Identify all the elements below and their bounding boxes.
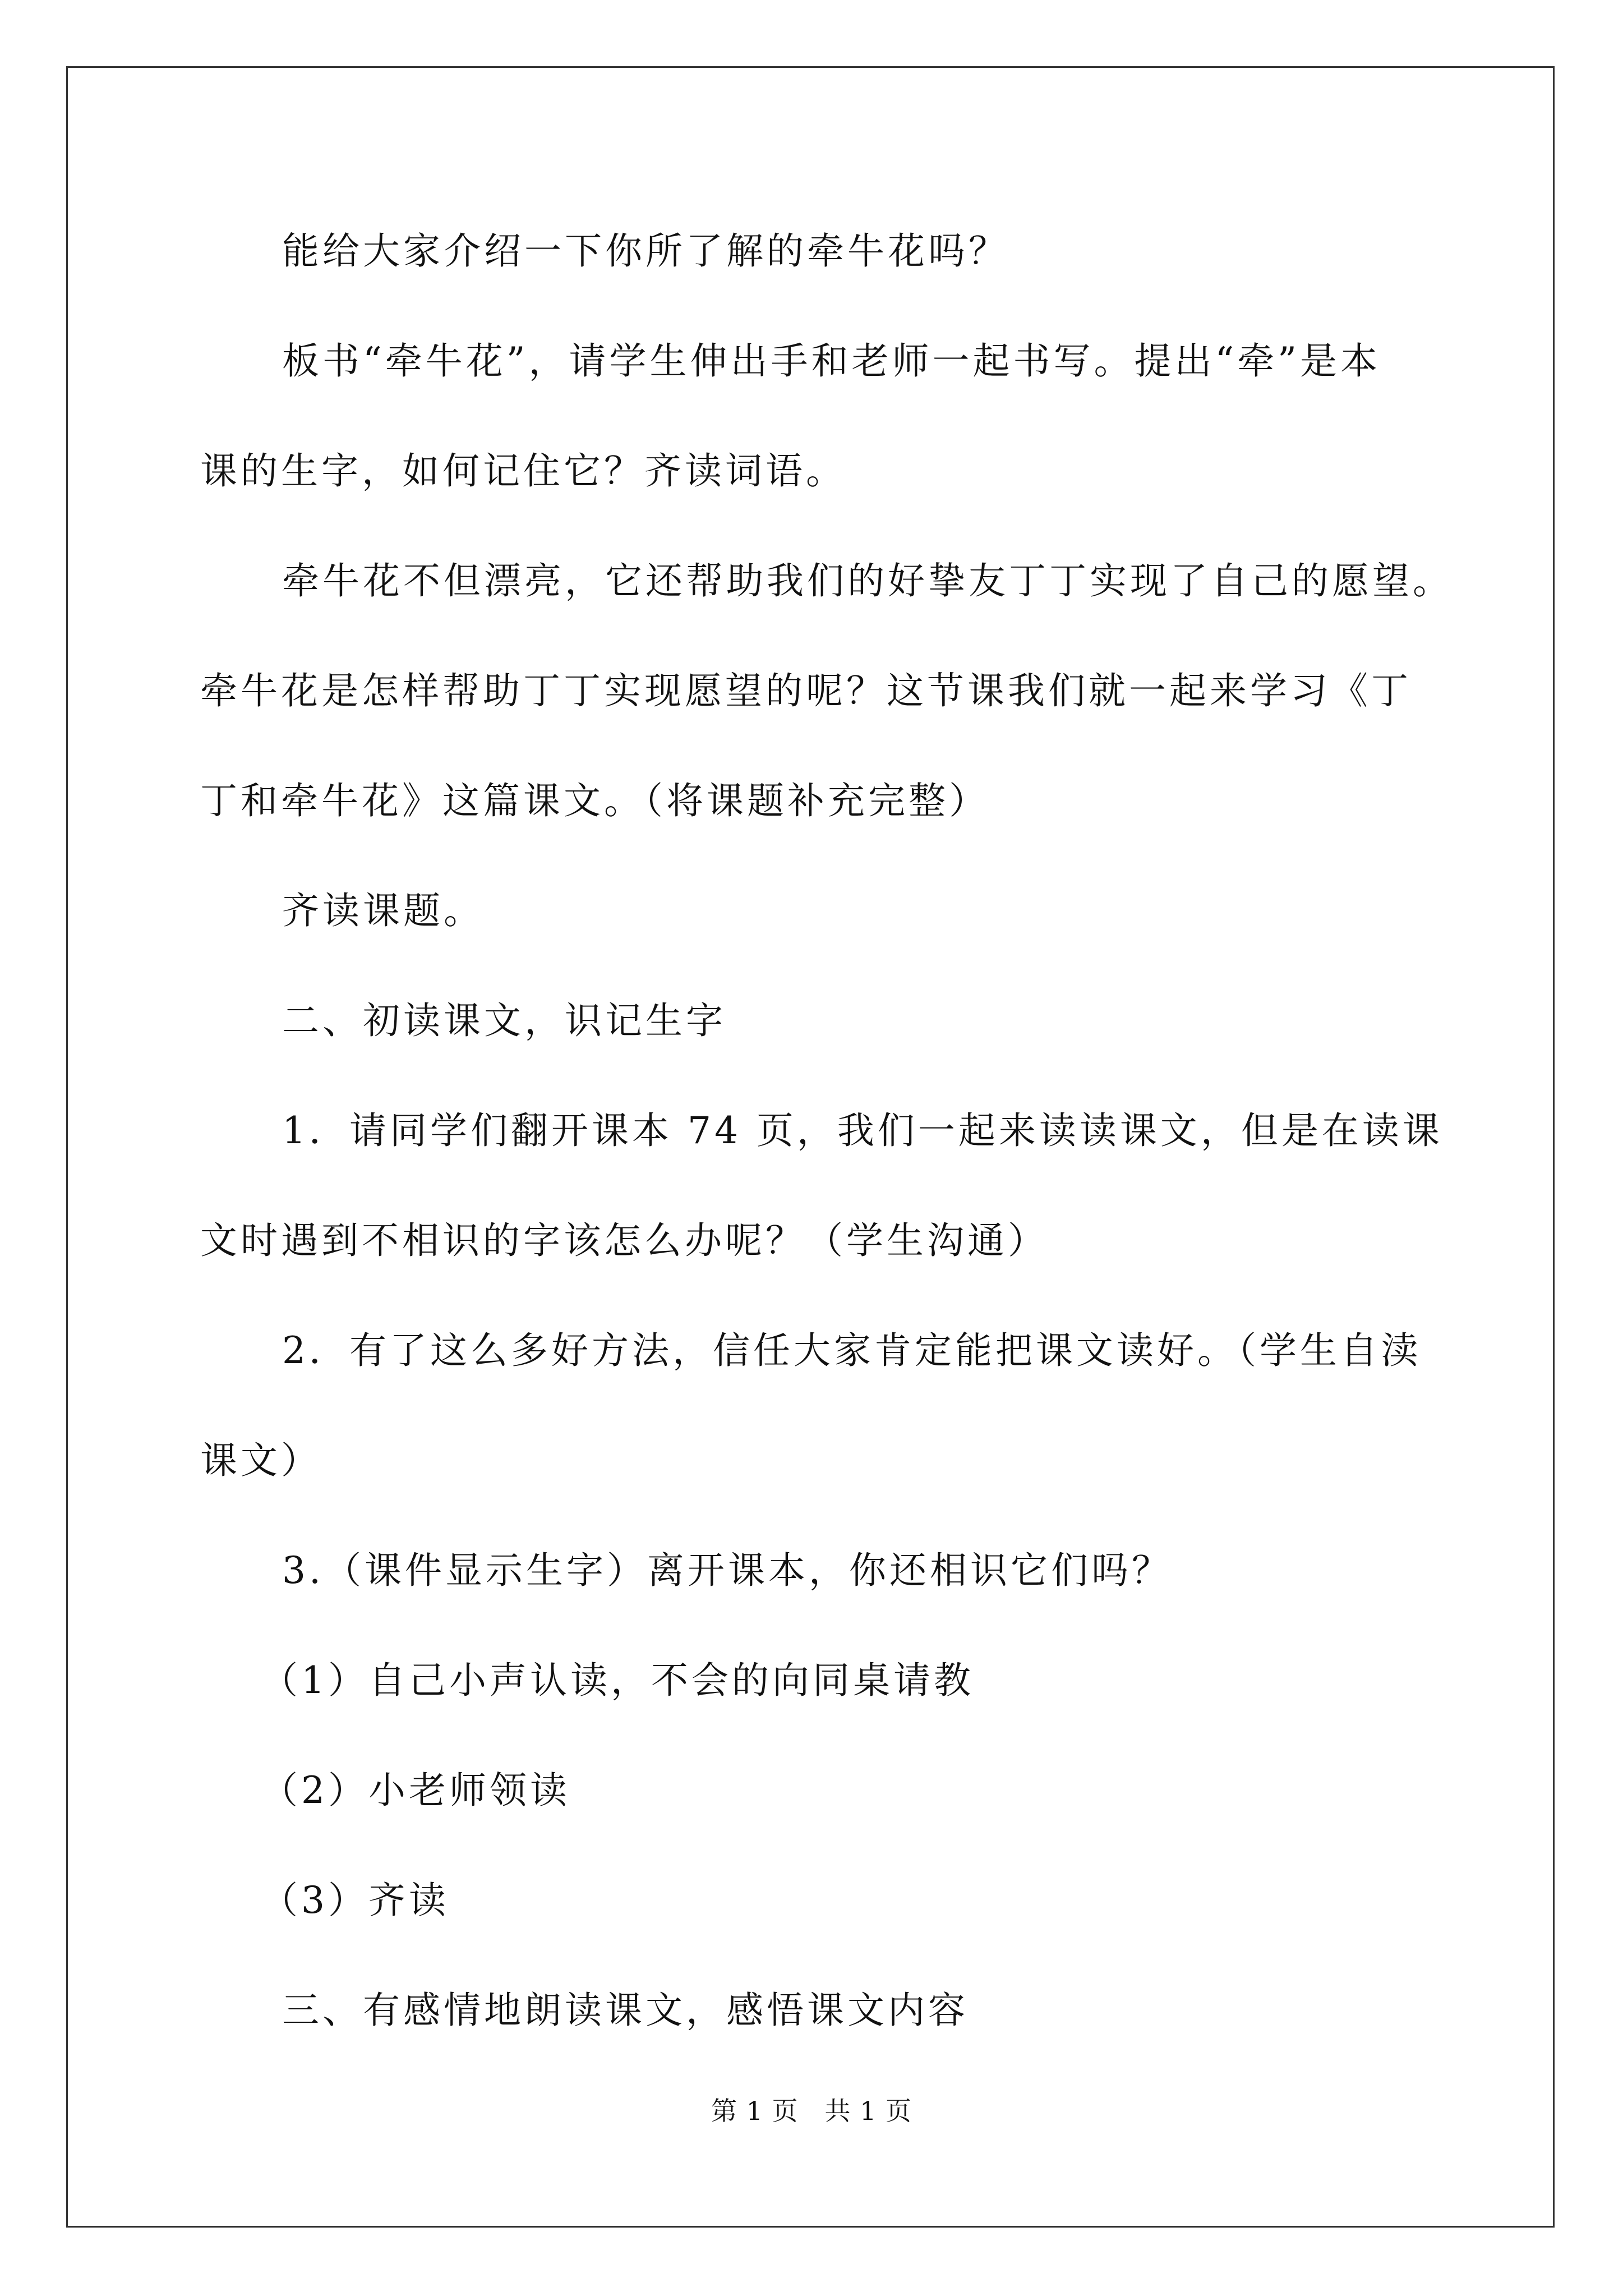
paragraph-line: 文时遇到不相识的字该怎么办呢？（学生沟通）	[200, 1219, 1048, 1262]
paragraph-line: 牵牛花不但漂亮，它还帮助我们的好挚友丁丁实现了自己的愿望。	[282, 559, 1453, 602]
paragraph-line: 课文）	[200, 1439, 321, 1482]
paragraph-line: 2．有了这么多好方法，信任大家肯定能把课文读好。（学生自渎	[282, 1329, 1421, 1372]
paragraph-line: 丁和牵牛花》这篇课文。（将课题补充完整）	[200, 779, 989, 822]
page-footer: 第 1 页 共 1 页	[711, 2096, 912, 2126]
section-heading: 三、有感情地朗读课文，感悟课文内容	[282, 1989, 969, 2032]
paragraph-line: 能给大家介绍一下你所了解的牵牛花吗？	[282, 229, 1009, 273]
section-heading: 二、初读课文，识记生字	[282, 999, 726, 1042]
list-item: （2）小老师领读	[261, 1769, 570, 1812]
paragraph-line: 1．请同学们翻开课本 74 页，我们一起来读读课文，但是在读课	[282, 1109, 1443, 1152]
list-item: （3）齐读	[261, 1879, 449, 1922]
paragraph-line: 板书“牵牛花”，请学生伸出手和老师一起书写。提出“牵”是本	[282, 339, 1381, 383]
paragraph-line: 牵牛花是怎样帮助丁丁实现愿望的呢？这节课我们就一起来学习《丁	[200, 669, 1412, 712]
paragraph-line: 齐读课题。	[282, 889, 484, 932]
paragraph-line: 3.（课件显示生字）离开课本，你还相识它们吗？	[282, 1549, 1172, 1592]
paragraph-line: 课的生字，如何记住它？齐读词语。	[200, 449, 846, 493]
list-item: （1）自己小声认读，不会的向同桌请教	[261, 1659, 974, 1702]
